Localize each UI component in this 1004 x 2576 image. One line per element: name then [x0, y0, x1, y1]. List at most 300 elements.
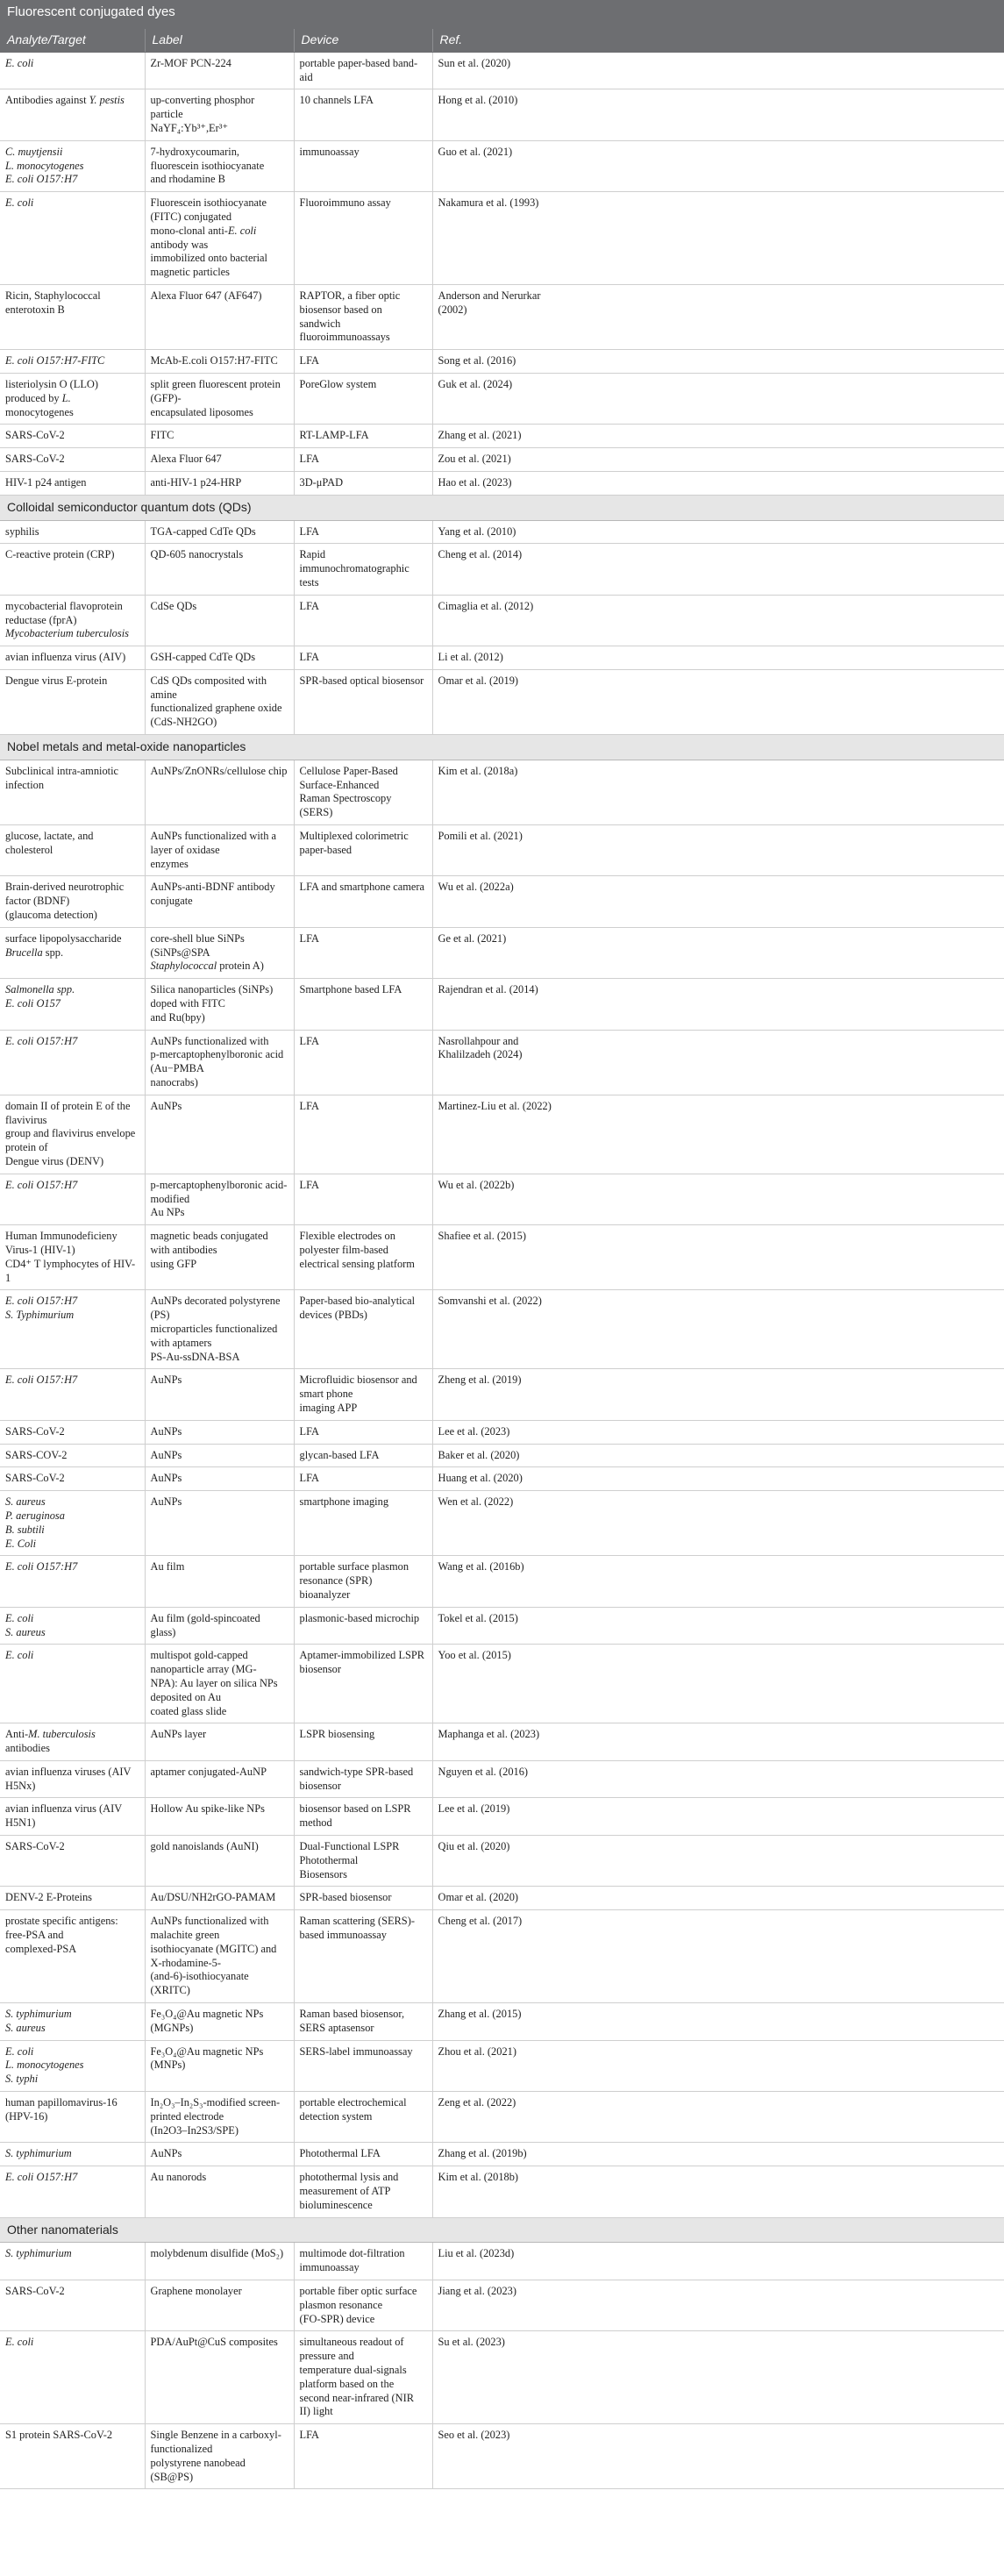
italic-text: Y. pestis — [89, 94, 125, 107]
cell-text: Zhang et al. (2021) — [438, 429, 522, 442]
cell-text: Flexible electrodes on polyester film-based — [299, 1230, 395, 1256]
cell-line — [438, 1035, 1000, 1049]
cell-line — [300, 2147, 427, 2161]
cell-line — [300, 830, 427, 858]
cell-text: S. typhi — [5, 2073, 39, 2086]
table-row — [0, 876, 1004, 927]
header-label: Label — [145, 29, 294, 53]
cell-text: AuNPs decorated polystyrene (PS) — [150, 1295, 281, 1322]
section-title: Other nanomaterials — [0, 2217, 1004, 2243]
cell-text: S. Typhimurium — [5, 1309, 75, 1322]
device-cell — [294, 2003, 432, 2041]
cell-line — [151, 1323, 288, 1351]
table-row — [0, 1420, 1004, 1444]
cell-text: Omar et al. (2019) — [438, 674, 519, 687]
ref-cell — [432, 1095, 1004, 1174]
cell-line — [5, 765, 139, 793]
cell-line — [151, 1802, 288, 1816]
label-cell — [145, 471, 294, 495]
label-cell — [145, 1607, 294, 1645]
cell-text: p-mercaptophenylboronic acid (Au−PMBA — [150, 1048, 284, 1075]
cell-text: HIV-1 p24 antigen — [5, 475, 87, 489]
table-row — [0, 1095, 1004, 1174]
device-cell — [294, 1491, 432, 1556]
cell-line — [438, 1728, 1000, 1742]
cell-text: AuNPs/ZnONRs/cellulose chip — [150, 764, 288, 777]
analyte-cell — [0, 1607, 145, 1645]
cell-text: microparticles functionalized with aptamers — [150, 1322, 278, 1349]
cell-text: AuNPs — [150, 2147, 182, 2160]
cell-text: Subclinical intra-amniotic infection — [5, 764, 119, 791]
cell-text: Huang et al. (2020) — [438, 1472, 523, 1485]
cell-text: Multiplexed colorimetric paper-based — [299, 830, 409, 856]
label-cell — [145, 1030, 294, 1095]
cell-text: (and-6)-isothiocyanate (XRITC) — [150, 1970, 249, 1997]
analyte-cell — [0, 1723, 145, 1761]
cell-line — [300, 932, 427, 946]
table-title-row — [0, 0, 1004, 29]
cell-text: S. typhimurium — [5, 2247, 72, 2260]
analyte-cell — [0, 1798, 145, 1836]
cell-text: 10 channels LFA — [299, 94, 374, 107]
cell-text: functionalized graphene oxide (CdS-NH2GO) — [150, 702, 282, 729]
cell-text: AuNPs — [150, 1495, 182, 1509]
cell-line — [438, 2247, 1000, 2261]
section-title: Nobel metals and metal-oxide nanoparticles — [0, 735, 1004, 760]
cell-line — [5, 674, 139, 689]
table-row — [0, 1887, 1004, 1910]
cell-line — [438, 2171, 1000, 2185]
cell-line — [151, 1840, 288, 1854]
cell-line — [151, 1206, 288, 1220]
ref-cell — [432, 2040, 1004, 2091]
device-cell — [294, 89, 432, 140]
italic-text: O157:H7 — [33, 1560, 78, 1573]
cell-line — [438, 600, 1000, 614]
cell-text: mono-clonal anti- — [150, 224, 228, 237]
cell-text: Qiu et al. (2020) — [438, 1840, 510, 1853]
cell-text: AuNPs functionalized with a layer of oxidase — [150, 830, 276, 856]
cell-line — [5, 160, 139, 174]
analyte-cell — [0, 595, 145, 646]
device-cell — [294, 1290, 432, 1369]
cell-line — [5, 146, 139, 160]
ref-cell — [432, 646, 1004, 670]
cell-line — [300, 1649, 427, 1677]
cell-text: LSPR biosensing — [299, 1728, 375, 1741]
cell-line — [5, 453, 139, 467]
cell-text: Wen et al. (2022) — [438, 1495, 514, 1509]
analyte-cell — [0, 544, 145, 595]
label-cell — [145, 1290, 294, 1369]
table-row — [0, 595, 1004, 646]
cell-line — [300, 2008, 427, 2036]
cell-text: Dengue virus (DENV) — [5, 1155, 104, 1167]
label-cell — [145, 1645, 294, 1723]
cell-text: encapsulated liposomes — [150, 405, 253, 418]
ref-cell — [432, 1369, 1004, 1420]
cell-text: Dual-Functional LSPR Photothermal — [299, 1840, 400, 1866]
ref-cell — [432, 350, 1004, 374]
cell-text: protein A) — [217, 960, 264, 973]
table-row — [0, 1369, 1004, 1420]
table-row — [0, 425, 1004, 448]
cell-line — [438, 378, 1000, 392]
cell-text: LFA and smartphone camera — [299, 881, 425, 894]
cell-text: Zheng et al. (2019) — [438, 1374, 522, 1387]
cell-line — [151, 2171, 288, 2185]
cell-line — [300, 1179, 427, 1193]
cell-line — [151, 525, 288, 539]
cell-text: nanocrabs) — [150, 1076, 198, 1089]
cell-text: Antibodies against — [5, 94, 89, 107]
cell-text: Ge et al. (2021) — [438, 931, 507, 945]
cell-text: avian influenza viruses (AIV H5Nx) — [5, 1765, 132, 1792]
cell-line — [5, 2147, 139, 2161]
cell-line — [438, 983, 1000, 997]
label-cell — [145, 2166, 294, 2217]
cell-line — [438, 2285, 1000, 2299]
cell-line — [438, 303, 1000, 318]
table-row — [0, 2243, 1004, 2280]
device-cell — [294, 1645, 432, 1723]
cell-line — [151, 960, 288, 974]
label-cell — [145, 520, 294, 544]
cell-text: biosensor based on LSPR method — [299, 1802, 411, 1830]
ref-cell — [432, 2166, 1004, 2217]
cell-text: DENV-2 E-Proteins — [5, 1891, 93, 1904]
table-row — [0, 1290, 1004, 1369]
cell-text: E. Coli — [5, 1537, 37, 1550]
ref-cell — [432, 2143, 1004, 2166]
header-analyte: Analyte/Target — [0, 29, 145, 53]
cell-line — [151, 378, 288, 406]
device-cell — [294, 2243, 432, 2280]
cell-line — [438, 354, 1000, 368]
section-row — [0, 735, 1004, 760]
table-row — [0, 192, 1004, 285]
cell-text: Wu et al. (2022b) — [438, 1178, 515, 1191]
device-cell — [294, 448, 432, 472]
analyte-cell — [0, 876, 145, 927]
cell-line — [151, 1915, 288, 1943]
italic-text: O157:H7 — [33, 1034, 78, 1047]
table-row — [0, 1444, 1004, 1467]
ref-cell — [432, 1174, 1004, 1224]
cell-line — [151, 1425, 288, 1439]
label-cell — [145, 140, 294, 191]
cell-text: PS-Au-ssDNA-BSA — [150, 1350, 240, 1363]
table-row — [0, 1225, 1004, 1290]
cell-text: portable surface plasmon resonance (SPR) — [299, 1560, 409, 1588]
analyte-cell — [0, 284, 145, 349]
cell-line — [300, 2285, 427, 2313]
device-cell — [294, 1607, 432, 1645]
device-cell — [294, 350, 432, 374]
cell-line — [151, 1970, 288, 1998]
cell-text: Single Benzene in a carboxyl-functionalized — [150, 2429, 281, 2455]
table-row — [0, 2143, 1004, 2166]
ref-cell — [432, 1798, 1004, 1836]
cell-line — [5, 525, 139, 539]
analyte-cell — [0, 2003, 145, 2041]
cell-text: SPR-based optical biosensor — [299, 674, 424, 687]
analyte-cell — [0, 2331, 145, 2424]
cell-line — [300, 1840, 427, 1868]
cell-line — [5, 600, 139, 628]
table-row — [0, 1491, 1004, 1556]
ref-cell — [432, 1887, 1004, 1910]
cell-text: Smartphone based LFA — [299, 983, 402, 996]
cell-text: Alexa Fluor 647 (AF647) — [150, 289, 262, 302]
cell-line — [438, 57, 1000, 71]
table-row — [0, 2331, 1004, 2424]
cell-text: core-shell blue SiNPs (SiNPs@SPA — [150, 931, 245, 959]
label-cell — [145, 876, 294, 927]
label-cell — [145, 979, 294, 1030]
cell-text: QD-605 nanocrystals — [150, 548, 244, 561]
cell-line — [5, 1943, 139, 1957]
cell-text: Khalilzadeh (2024) — [438, 1048, 523, 1061]
cell-line — [5, 57, 139, 71]
cell-text: E. coli — [5, 56, 34, 69]
device-cell — [294, 2040, 432, 2091]
label-cell — [145, 2331, 294, 2424]
cell-text: McAb-E.coli O157:H7-FITC — [150, 354, 278, 367]
cell-line — [300, 1035, 427, 1049]
cell-line — [151, 2096, 288, 2124]
cell-line — [300, 1495, 427, 1509]
device-cell — [294, 2331, 432, 2424]
cell-line — [438, 146, 1000, 160]
cell-text: photothermal lysis and measurement of ATP — [299, 2171, 399, 2198]
cell-line — [151, 2124, 288, 2138]
cell-line — [438, 548, 1000, 562]
analyte-cell — [0, 520, 145, 544]
cell-text: AuNPs — [150, 1448, 182, 1461]
cell-line — [5, 1295, 139, 1309]
cell-line — [300, 2171, 427, 2199]
table-row — [0, 350, 1004, 374]
cell-line — [151, 1649, 288, 1677]
cell-line — [151, 1351, 288, 1365]
italic-text: L. — [61, 391, 71, 404]
cell-line — [5, 2045, 139, 2059]
label-cell — [145, 2280, 294, 2331]
label-cell — [145, 646, 294, 670]
cell-text: E. coli — [5, 2336, 34, 2349]
cell-line — [5, 1538, 139, 1552]
cell-text: CdSe QDs — [150, 599, 197, 612]
cell-line — [151, 858, 288, 872]
device-cell — [294, 669, 432, 734]
cell-line — [300, 1766, 427, 1794]
cell-text: Wang et al. (2016b) — [438, 1560, 524, 1573]
table-row — [0, 760, 1004, 824]
cell-line — [438, 429, 1000, 443]
cell-line — [5, 1309, 139, 1323]
header-row — [0, 29, 1004, 53]
device-cell — [294, 2424, 432, 2489]
cell-text: Anderson and Nerurkar — [438, 289, 541, 302]
cell-line — [151, 1472, 288, 1486]
cell-line — [300, 548, 427, 589]
cell-text: E. coli — [5, 1611, 34, 1624]
cell-text: Zhang et al. (2015) — [438, 2008, 522, 2021]
table-row — [0, 2280, 1004, 2331]
cell-line — [151, 476, 288, 490]
device-cell — [294, 2166, 432, 2217]
cell-text: surface lipopolysaccharide — [5, 931, 122, 945]
cell-text: Anti- — [5, 1728, 29, 1741]
cell-line — [151, 674, 288, 703]
device-cell — [294, 1798, 432, 1836]
cell-text: Cheng et al. (2014) — [438, 548, 523, 561]
table-row — [0, 927, 1004, 978]
device-cell — [294, 192, 432, 285]
cell-line — [300, 2313, 427, 2327]
analyte-cell — [0, 471, 145, 495]
device-cell — [294, 876, 432, 927]
table-row — [0, 646, 1004, 670]
cell-line — [438, 674, 1000, 689]
cell-text: Zou et al. (2021) — [438, 453, 511, 466]
cell-line — [151, 2429, 288, 2457]
analyte-cell — [0, 192, 145, 285]
cell-line — [438, 765, 1000, 779]
cell-text: monocytogenes — [5, 405, 74, 418]
cell-line — [438, 2096, 1000, 2110]
ref-cell — [432, 89, 1004, 140]
device-cell — [294, 646, 432, 670]
table-row — [0, 1467, 1004, 1491]
cell-text: RT-LAMP-LFA — [299, 429, 369, 442]
cell-line — [151, 1076, 288, 1090]
cell-text: LFA — [299, 651, 319, 664]
cell-text: bioluminescence — [299, 2198, 373, 2211]
cell-text: complexed-PSA — [5, 1942, 77, 1955]
cell-line — [5, 1891, 139, 1905]
table-row — [0, 1723, 1004, 1761]
cell-text: temperature dual-signals platform based on the — [299, 2363, 407, 2390]
ref-cell — [432, 2092, 1004, 2143]
cell-line — [438, 1612, 1000, 1626]
cell-line — [5, 1626, 139, 1640]
cell-text: E. coli — [5, 1560, 34, 1573]
ref-cell — [432, 1444, 1004, 1467]
cell-line — [438, 932, 1000, 946]
italic-text: O157:H7-FITC — [33, 354, 105, 367]
cell-line — [300, 2247, 427, 2275]
italic-text: O157:H7 — [33, 1178, 78, 1191]
label-cell — [145, 1420, 294, 1444]
table-row — [0, 2040, 1004, 2091]
ref-cell — [432, 520, 1004, 544]
ref-cell — [432, 2280, 1004, 2331]
cell-line — [300, 1891, 427, 1905]
analyte-cell — [0, 646, 145, 670]
cell-text: Cellulose Paper-Based Surface-Enhanced — [299, 764, 398, 791]
cell-line — [151, 196, 288, 225]
ref-cell — [432, 760, 1004, 824]
device-cell — [294, 284, 432, 349]
cell-text: Zr-MOF PCN-224 — [150, 56, 231, 69]
cell-text: imaging APP — [299, 1401, 358, 1414]
cell-text: L. monocytogenes — [5, 159, 84, 172]
cell-line — [5, 2247, 139, 2261]
cell-text: enzymes — [150, 857, 189, 870]
cell-text: Nasrollahpour and — [438, 1034, 519, 1047]
cell-line — [300, 2429, 427, 2443]
analyte-cell — [0, 1174, 145, 1224]
device-cell — [294, 373, 432, 424]
cell-line — [300, 1560, 427, 1588]
cell-text: sandwich fluoroimmunoassays — [299, 317, 390, 344]
device-cell — [294, 927, 432, 978]
cell-line — [300, 2096, 427, 2124]
label-cell — [145, 425, 294, 448]
cell-text: Rapid immunochromatographic tests — [299, 548, 409, 589]
cell-text: Sun et al. (2020) — [438, 56, 511, 69]
cell-text: Shafiee et al. (2015) — [438, 1230, 526, 1243]
cell-text: 7-hydroxycoumarin, fluorescein isothiocyanate — [150, 145, 265, 172]
analyte-cell — [0, 2143, 145, 2166]
label-cell — [145, 1225, 294, 1290]
italic-text: spp. — [53, 983, 75, 996]
cell-text: Somvanshi et al. (2022) — [438, 1295, 542, 1308]
cell-line — [151, 1295, 288, 1323]
cell-line — [300, 1258, 427, 1272]
ref-cell — [432, 669, 1004, 734]
cell-text: Zhang et al. (2019b) — [438, 2147, 527, 2160]
cell-line — [438, 1425, 1000, 1439]
cell-text: Su et al. (2023) — [438, 2336, 505, 2349]
cell-text: Photothermal LFA — [299, 2147, 381, 2160]
cell-line — [438, 830, 1000, 844]
cell-text: gold nanoislands (AuNI) — [150, 1840, 259, 1853]
cell-line — [300, 378, 427, 392]
ref-cell — [432, 1910, 1004, 2003]
cell-line — [438, 1766, 1000, 1780]
cell-text: listeriolysin O (LLO) produced by — [5, 377, 98, 404]
analyte-cell — [0, 1467, 145, 1491]
cell-text: portable electrochemical detection system — [299, 2096, 407, 2123]
cell-text: E. coli O157:H7 — [5, 1295, 78, 1308]
cell-line — [300, 1402, 427, 1416]
table-row — [0, 1910, 1004, 2003]
cell-text: E. coli — [5, 1649, 34, 1662]
cell-line — [151, 94, 288, 122]
analyte-cell — [0, 1910, 145, 2003]
device-cell — [294, 1420, 432, 1444]
cell-text: mycobacterial flavoprotein reductase (fprA) — [5, 599, 123, 626]
device-cell — [294, 979, 432, 1030]
cell-line — [438, 1560, 1000, 1574]
label-cell — [145, 1174, 294, 1224]
cell-line — [300, 1915, 427, 1943]
analyte-cell — [0, 1290, 145, 1369]
analyte-cell — [0, 2092, 145, 2143]
cell-text: Kim et al. (2018a) — [438, 764, 518, 777]
cell-line — [438, 1230, 1000, 1244]
cell-text: SARS-CoV-2 — [5, 1424, 65, 1438]
analyte-cell — [0, 350, 145, 374]
ref-cell — [432, 927, 1004, 978]
ref-cell — [432, 448, 1004, 472]
cell-text: Maphanga et al. (2023) — [438, 1728, 540, 1741]
device-cell — [294, 520, 432, 544]
cell-text: CdS QDs composited with amine — [150, 674, 267, 701]
